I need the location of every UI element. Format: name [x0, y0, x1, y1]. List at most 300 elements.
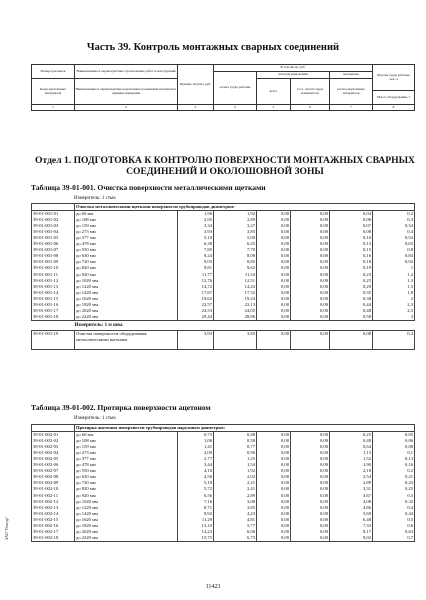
value-c5: 0,00: [257, 474, 291, 480]
value-c7: 0,44: [330, 302, 373, 308]
value-c4: 2,02: [214, 474, 257, 480]
value-c7: 0,08: [330, 229, 373, 235]
value-c8: 0,8: [373, 247, 415, 253]
value-c6: 0,00: [291, 278, 330, 284]
rate-code: 39-01-002-14: [32, 511, 75, 517]
header-col8-bottom: Масса оборудования, т: [373, 91, 415, 105]
value-c3: 7,16: [178, 499, 214, 505]
value-c8: 0,4: [373, 330, 415, 349]
value-c3: 8,24: [178, 253, 214, 259]
work-name: до 2220 мм: [75, 535, 178, 542]
value-c5: 0,00: [257, 511, 291, 517]
rate-code: 39-01-001-14: [32, 290, 75, 296]
rate-code: 39-01-001-01: [32, 211, 75, 218]
value-c7: 0,25: [330, 432, 373, 439]
header-col8-top: Затраты труда рабочих, чел.-ч: [373, 65, 415, 91]
value-c5: 0,00: [257, 253, 291, 259]
value-c7: 0,25: [330, 278, 373, 284]
header-col2-bottom: Наименование и характеристика неучтенных расценками материалов, единица измерения: [75, 79, 178, 105]
value-c7: 3,31: [330, 486, 373, 492]
work-name: до 1020 мм: [75, 499, 178, 505]
value-c5: 0,00: [257, 259, 291, 265]
value-c3: 3,93: [178, 330, 214, 349]
value-c7: 7,33: [330, 523, 373, 529]
value-c7: 1,13: [330, 450, 373, 456]
value-c8: 0,13: [373, 456, 415, 462]
value-c5: 0,00: [257, 290, 291, 296]
value-c7: 4,08: [330, 499, 373, 505]
work-name: до 1220 мм: [75, 284, 178, 290]
value-c3: 9,92: [178, 511, 214, 517]
value-c7: 5,69: [330, 511, 373, 517]
header-col5: всего: [257, 79, 291, 105]
value-c3: 5,10: [178, 235, 214, 241]
value-c3: 29,44: [178, 314, 214, 321]
rate-code: 39-01-001-17: [32, 308, 75, 314]
section-title: Отдел 1. ПОДГОТОВКА К КОНТРОЛЮ ПОВЕРХНОСТИ МОНТАЖНЫХ СВАРНЫХ СОЕДИНЕНИЙ И ОКОЛОШОВНОЙ ЗОНЫ: [35, 155, 415, 177]
work-name: Очистка поверхности оборудования металлическими щетками: [75, 330, 178, 349]
value-c6: 0,00: [291, 462, 330, 468]
value-c8: 2,5: [373, 308, 415, 314]
header-col6: в т.ч. оплата труда машинистов: [291, 79, 330, 105]
value-c4: 1,92: [214, 211, 257, 218]
work-name: до 108 мм: [75, 438, 178, 444]
value-c6: 0,00: [291, 505, 330, 511]
value-c7: 0,35: [330, 290, 373, 296]
value-c3: 24,53: [178, 308, 214, 314]
value-c3: 5,72: [178, 486, 214, 492]
column-header-table: [31, 64, 415, 111]
value-c5: 0,00: [257, 493, 291, 499]
value-c7: 0,15: [330, 247, 373, 253]
header-operation-label: эксплуатация машин: [257, 72, 330, 79]
rate-code: 39-01-001-04: [32, 229, 75, 235]
value-c8: 0,1: [373, 450, 415, 456]
rate-code: 39-01-001-10: [32, 265, 75, 271]
rate-code: 39-01-001-18: [32, 314, 75, 321]
rate-code: 39-01-001-03: [32, 223, 75, 229]
value-c4: 24,05: [214, 308, 257, 314]
value-c4: 9,62: [214, 265, 257, 271]
rate-code: 39-01-001-19: [32, 330, 75, 349]
value-c6: 0,00: [291, 438, 330, 444]
value-c4: 28,86: [214, 314, 257, 321]
value-c5: 0,00: [257, 302, 291, 308]
value-c7: 6,48: [330, 517, 373, 523]
value-c5: 0,00: [257, 223, 291, 229]
header-num: 1: [32, 105, 75, 111]
value-c8: 0,63: [373, 529, 415, 535]
value-c5: 0,00: [257, 432, 291, 439]
value-c8: 0,3: [373, 493, 415, 499]
page-number: 11423: [205, 584, 221, 590]
value-c3: 6,56: [178, 493, 214, 499]
value-c5: 0,00: [257, 278, 291, 284]
value-c3: 1,41: [178, 444, 214, 450]
value-c8: 0,2: [373, 468, 415, 474]
value-c7: 0,29: [330, 284, 373, 290]
value-c4: 12,51: [214, 278, 257, 284]
header-col4: оплата труда рабочих: [214, 72, 257, 105]
value-c6: 0,00: [291, 284, 330, 290]
value-c7: 1,52: [330, 456, 373, 462]
header-num: 8: [373, 105, 415, 111]
rate-code: 39-01-001-02: [32, 217, 75, 223]
value-c3: 19,62: [178, 296, 214, 302]
rate-code: 39-01-001-15: [32, 296, 75, 302]
value-c6: 0,00: [291, 468, 330, 474]
value-c7: 2,18: [330, 468, 373, 474]
value-c3: 14,72: [178, 284, 214, 290]
value-c5: 0,00: [257, 296, 291, 302]
value-c3: 11,77: [178, 272, 214, 278]
value-c7: 0,19: [330, 265, 373, 271]
header-col1-top: Номера расценок: [32, 65, 75, 79]
value-c5: 0,00: [257, 529, 291, 535]
rate-code: 39-01-001-08: [32, 253, 75, 259]
value-c5: 0,00: [257, 265, 291, 271]
work-name: до 159 мм: [75, 444, 178, 450]
value-c7: 0,48: [330, 308, 373, 314]
value-c5: 0,00: [257, 314, 291, 321]
value-c3: 3,34: [178, 223, 214, 229]
value-c4: 1,54: [214, 462, 257, 468]
value-c6: 0,00: [291, 517, 330, 523]
rate-code: 39-01-002-12: [32, 499, 75, 505]
value-c4: 2,41: [214, 486, 257, 492]
value-c8: 0,06: [373, 438, 415, 444]
header-group-label: В том числе, руб.: [214, 65, 373, 72]
work-name: до 60 мм: [75, 432, 178, 439]
work-name: до 720 мм: [75, 480, 178, 486]
rate-code: 39-01-002-13: [32, 505, 75, 511]
header-col1-bottom: Коды неучтенных материалов: [32, 79, 75, 105]
value-c7: 2,54: [330, 474, 373, 480]
value-c3: 5,10: [178, 480, 214, 486]
work-name: до 1620 мм: [75, 517, 178, 523]
value-c8: 0,44: [373, 511, 415, 517]
work-name: до 920 мм: [75, 493, 178, 499]
value-c4: 0,58: [214, 438, 257, 444]
value-c8: 1,8: [373, 290, 415, 296]
value-c6: 0,00: [291, 456, 330, 462]
work-name: до 1620 мм: [75, 296, 178, 302]
value-c4: 19,24: [214, 296, 257, 302]
value-c5: 0,00: [257, 523, 291, 529]
value-c8: 0,92: [373, 259, 415, 265]
value-c4: 3,85: [214, 330, 257, 349]
value-c5: 0,00: [257, 499, 291, 505]
value-c7: 0,10: [330, 235, 373, 241]
work-name: до 2020 мм: [75, 529, 178, 535]
value-c7: 2,89: [330, 480, 373, 486]
work-name: до 630 мм: [75, 253, 178, 259]
work-name: до 273 мм: [75, 229, 178, 235]
value-c3: 12,76: [178, 278, 214, 284]
value-c8: 0,84: [373, 253, 415, 259]
value-c8: 0,65: [373, 241, 415, 247]
value-c8: 2,3: [373, 302, 415, 308]
value-c4: 5,00: [214, 235, 257, 241]
value-c5: 0,00: [257, 444, 291, 450]
value-c3: 13,10: [178, 523, 214, 529]
value-c6: 0,00: [291, 511, 330, 517]
work-name: до 377 мм: [75, 235, 178, 241]
value-c5: 0,00: [257, 272, 291, 278]
work-name: до 1220 мм: [75, 505, 178, 511]
work-name: до 820 мм: [75, 486, 178, 492]
value-c6: 0,00: [291, 265, 330, 271]
value-c4: 3,08: [214, 499, 257, 505]
value-c4: 8,08: [214, 253, 257, 259]
value-c8: 1: [373, 265, 415, 271]
value-c4: 2,89: [214, 493, 257, 499]
page-title: Часть 39. Контроль монтажных сварных соединений: [86, 42, 340, 53]
value-c6: 0,00: [291, 247, 330, 253]
value-c5: 0,00: [257, 438, 291, 444]
value-c6: 0,00: [291, 480, 330, 486]
value-c3: 4,56: [178, 474, 214, 480]
value-c6: 0,00: [291, 217, 330, 223]
empty-code-cell: [32, 425, 75, 432]
value-c5: 0,00: [257, 505, 291, 511]
table1-meter2: Измеритель: 1 м шва: [74, 322, 123, 328]
value-c8: 0,21: [373, 474, 415, 480]
value-c4: 7,70: [214, 247, 257, 253]
table1-title: Таблица 39-01-001. Очистка поверхности металлическими щетками: [31, 183, 266, 192]
work-name: до 550 мм: [75, 468, 178, 474]
work-name: до 720 мм: [75, 259, 178, 265]
value-c6: 0,00: [291, 241, 330, 247]
value-c6: 0,00: [291, 474, 330, 480]
value-c7: 0,04: [330, 211, 373, 218]
rate-code: 39-01-002-16: [32, 523, 75, 529]
rate-code: 39-01-002-03: [32, 444, 75, 450]
value-c7: 0,16: [330, 253, 373, 259]
value-c5: 0,00: [257, 241, 291, 247]
value-c5: 0,00: [257, 517, 291, 523]
value-c8: 1,2: [373, 272, 415, 278]
value-c4: 1,92: [214, 468, 257, 474]
value-c6: 0,00: [291, 259, 330, 265]
header-col2-top: Наименование и характеристика строительных работ и конструкций: [75, 65, 178, 79]
work-name: до 1420 мм: [75, 290, 178, 296]
value-c4: 22,13: [214, 302, 257, 308]
rate-code: 39-01-002-10: [32, 486, 75, 492]
value-c4: 4,23: [214, 511, 257, 517]
work-name: до 920 мм: [75, 272, 178, 278]
value-c8: 0,32: [373, 499, 415, 505]
rate-code: 39-01-001-13: [32, 284, 75, 290]
work-name: до 2220 мм: [75, 314, 178, 321]
value-c6: 0,00: [291, 314, 330, 321]
work-name: до 108 мм: [75, 217, 178, 223]
value-c7: 0,07: [330, 223, 373, 229]
work-name: до 159 мм: [75, 223, 178, 229]
value-c6: 0,00: [291, 499, 330, 505]
rate-code: 39-01-002-17: [32, 529, 75, 535]
value-c5: 0,00: [257, 480, 291, 486]
value-c5: 0,00: [257, 211, 291, 218]
value-c3: 3,44: [178, 462, 214, 468]
value-c4: 6,73: [214, 535, 257, 542]
value-c8: 0,4: [373, 505, 415, 511]
value-c8: 1,5: [373, 284, 415, 290]
rate-code: 39-01-002-08: [32, 474, 75, 480]
value-c6: 0,00: [291, 235, 330, 241]
value-c8: 1,3: [373, 278, 415, 284]
header-num: 4: [214, 105, 257, 111]
work-name: до 478 мм: [75, 241, 178, 247]
table2-grid: [31, 424, 415, 542]
subheader-row: [32, 425, 415, 432]
value-c8: 0,25: [373, 486, 415, 492]
table1-meter: Измеритель: 1 стык: [74, 196, 116, 201]
empty-code-cell: [32, 204, 75, 211]
value-c4: 0,96: [214, 450, 257, 456]
rate-code: 39-01-001-06: [32, 241, 75, 247]
value-c6: 0,00: [291, 493, 330, 499]
value-c5: 0,00: [257, 535, 291, 542]
work-name: до 1820 мм: [75, 523, 178, 529]
value-c7: 1,90: [330, 462, 373, 468]
value-c3: 7,85: [178, 247, 214, 253]
header-num: 2: [75, 105, 178, 111]
value-c7: 0,38: [330, 296, 373, 302]
value-c7: 0,18: [330, 259, 373, 265]
value-c8: 2: [373, 296, 415, 302]
work-name: до 273 мм: [75, 450, 178, 456]
value-c4: 3,85: [214, 505, 257, 511]
value-c8: 0,7: [373, 535, 415, 542]
value-c5: 0,00: [257, 462, 291, 468]
value-c4: 2,89: [214, 217, 257, 223]
value-c6: 0,00: [291, 296, 330, 302]
value-c7: 0,48: [330, 438, 373, 444]
rate-code: 39-01-002-01: [32, 432, 75, 439]
value-c4: 4,81: [214, 517, 257, 523]
rate-code: 39-01-001-07: [32, 247, 75, 253]
rate-code: 39-01-002-02: [32, 438, 75, 444]
value-c8: 0,3: [373, 217, 415, 223]
value-c4: 1,25: [214, 456, 257, 462]
side-watermark: ЗАО "Гектор": [4, 516, 9, 540]
rate-code: 39-01-001-05: [32, 235, 75, 241]
value-c4: 17,32: [214, 290, 257, 296]
header-materials-label: материалы: [330, 72, 373, 79]
work-name: до 377 мм: [75, 456, 178, 462]
work-name: до 1820 мм: [75, 302, 178, 308]
value-c3: 0,73: [178, 432, 214, 439]
value-c8: 0,4: [373, 229, 415, 235]
value-c4: 0,48: [214, 432, 257, 439]
value-c3: 17,67: [178, 290, 214, 296]
value-c8: 0,52: [373, 235, 415, 241]
value-c3: 8,71: [178, 505, 214, 511]
table-row: [32, 535, 415, 542]
value-c5: 0,00: [257, 235, 291, 241]
work-name: до 630 мм: [75, 474, 178, 480]
value-c7: 3,67: [330, 493, 373, 499]
value-c3: 14,23: [178, 529, 214, 535]
value-c6: 0,00: [291, 272, 330, 278]
header-col7: расход неучтенных материалов: [330, 79, 373, 105]
value-c8: 0,05: [373, 432, 415, 439]
rate-code: 39-01-002-09: [32, 480, 75, 486]
rate-code: 39-01-001-12: [32, 278, 75, 284]
value-c7: 0,13: [330, 241, 373, 247]
value-c3: 2,95: [178, 217, 214, 223]
value-c8: 0,2: [373, 211, 415, 218]
table1-grid: [31, 203, 415, 350]
rate-code: 39-01-001-11: [32, 272, 75, 278]
value-c6: 0,00: [291, 450, 330, 456]
value-c6: 0,00: [291, 535, 330, 542]
value-c4: 0,77: [214, 444, 257, 450]
value-c7: 4,86: [330, 505, 373, 511]
value-c3: 9,81: [178, 265, 214, 271]
value-c3: 9,03: [178, 259, 214, 265]
value-c5: 0,00: [257, 217, 291, 223]
work-name: до 1420 мм: [75, 511, 178, 517]
value-c5: 0,00: [257, 468, 291, 474]
value-c7: 9,02: [330, 535, 373, 542]
subheader-row: [32, 204, 415, 211]
value-c5: 0,00: [257, 330, 291, 349]
value-c3: 2,77: [178, 456, 214, 462]
header-num: 6: [291, 105, 330, 111]
value-c5: 0,00: [257, 486, 291, 492]
value-c3: 11,29: [178, 517, 214, 523]
rate-code: 39-01-001-09: [32, 259, 75, 265]
value-c6: 0,00: [291, 529, 330, 535]
rate-code: 39-01-002-05: [32, 456, 75, 462]
rate-code: 39-01-002-15: [32, 517, 75, 523]
work-name: до 550 мм: [75, 247, 178, 253]
value-c6: 0,00: [291, 229, 330, 235]
value-c3: 3,93: [178, 229, 214, 235]
subheader-text: Очистка металлическими щетками поверхности трубопроводов диаметром:: [75, 204, 415, 211]
table-row: [32, 330, 415, 349]
value-c4: 11,54: [214, 272, 257, 278]
value-c4: 5,77: [214, 523, 257, 529]
rate-code: 39-01-002-07: [32, 468, 75, 474]
header-col3: Прямые затраты, руб.: [178, 65, 214, 105]
value-c6: 0,00: [291, 211, 330, 218]
value-c7: 0,06: [330, 217, 373, 223]
work-name: до 2020 мм: [75, 308, 178, 314]
header-num: 5: [257, 105, 291, 111]
value-c4: 6,06: [214, 529, 257, 535]
value-c4: 6,25: [214, 241, 257, 247]
value-c8: 0,08: [373, 444, 415, 450]
value-c4: 14,43: [214, 284, 257, 290]
value-c4: 8,85: [214, 259, 257, 265]
rate-code: 39-01-002-06: [32, 462, 75, 468]
rate-code: 39-01-001-16: [32, 302, 75, 308]
value-c3: 4,10: [178, 468, 214, 474]
value-c4: 2,21: [214, 480, 257, 486]
value-c3: 1,06: [178, 438, 214, 444]
value-c6: 0,00: [291, 253, 330, 259]
value-c7: 0,08: [330, 330, 373, 349]
value-c3: 1,96: [178, 211, 214, 218]
meter-row: [32, 320, 415, 330]
value-c5: 0,00: [257, 456, 291, 462]
value-c4: 3,27: [214, 223, 257, 229]
value-c8: 0,16: [373, 462, 415, 468]
value-c5: 0,00: [257, 229, 291, 235]
